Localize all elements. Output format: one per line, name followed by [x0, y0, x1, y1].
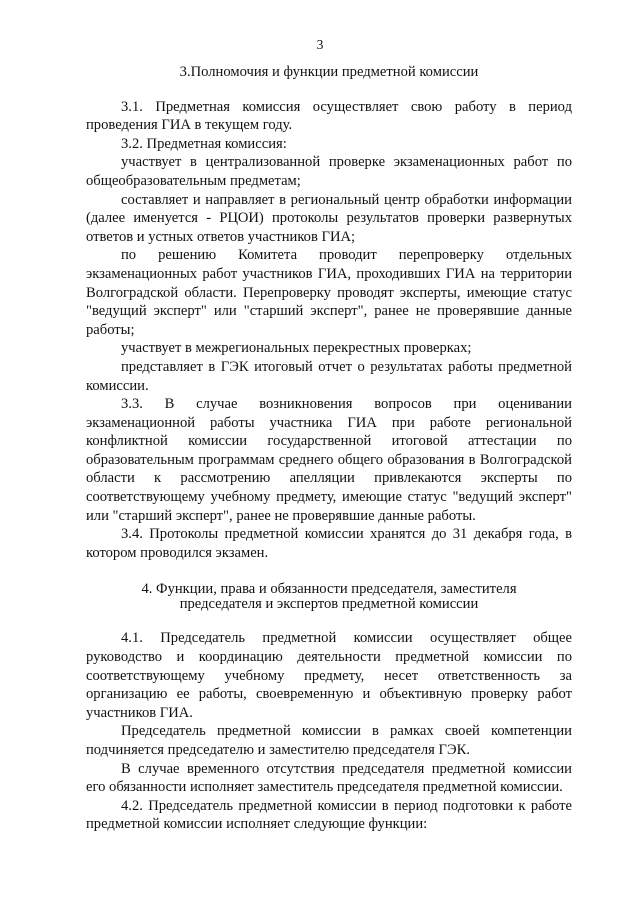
paragraph-3-2-item-2: составляет и направляет в региональный центр обработки информации (далее именуется - РЦОИ) протоколы результатов проверки развернутых ответов и устных ответов участников ГИА; [86, 191, 572, 245]
paragraph-3-4: 3.4. Протоколы предметной комиссии хранятся до 31 декабря года, в котором проводился экзамен. [86, 526, 572, 561]
section-4-heading-line-2: председателя и экспертов предметной комиссии [179, 596, 479, 613]
section-4-heading-line-1: 4. Функции, права и обязанности председателя, заместителя [141, 581, 517, 598]
section-4-heading [86, 582, 572, 612]
paragraph-4-1-b: Председатель предметной комиссии в рамках своей компетенции подчиняется председателю и заместителю председателя ГЭК. [86, 723, 572, 758]
paragraph-3-3: 3.3. В случае возникновения вопросов при оценивании экзаменационной работы участника ГИА при работе региональной конфликтной комиссии государственной итоговой аттестации по образовательным программам среднего общего образования в Волгоградской области к рассмотрению апелляции привлекаются эксперты по соответствующему учебному предмету, имеющие статус "ведущий эксперт" или "старший эксперт", ранее не проверявшие данные работы. [86, 396, 572, 524]
section-3-heading: 3.Полномочия и функции предметной комиссии [179, 64, 479, 80]
paragraph-3-2-item-3: по решению Комитета проводит перепроверку отдельных экзаменационных работ участников ГИА, проходивших ГИА на территории Волгоградской области. Перепроверку проводят эксперты, имеющие статус "ведущий эксперт" или "старший эксперт", ранее не проверявшие данные работы; [86, 247, 572, 338]
paragraph-3-2-item-5: представляет в ГЭК итоговый отчет о результатах работы предметной комиссии. [86, 358, 572, 394]
page-number: 3 [316, 37, 324, 52]
paragraph-4-2: 4.2. Председатель предметной комиссии в период подготовки к работе предметной комиссии исполняет следующие функции: [86, 797, 572, 833]
paragraph-4-1: 4.1. Председатель предметной комиссии осуществляет общее руководство и координацию деятельности предметной комиссии по соответствующему учебному предмету, несет ответственность за организацию ее работы, своевременную и объективную проверку работ участников ГИА. [86, 630, 572, 721]
paragraph-3-2: 3.2. Предметная комиссия: [121, 135, 287, 152]
paragraph-3-2-item-1: участвует в централизованной проверке экзаменационных работ по общеобразовательным предметам; [86, 154, 572, 189]
paragraph-3-1: 3.1. Предметная комиссия осуществляет свою работу в период проведения ГИА в текущем году. [86, 98, 572, 134]
document-body [86, 63, 572, 834]
paragraph-4-1-c: В случае временного отсутствия председателя предметной комиссии его обязанности исполняет заместитель председателя предметной комиссии. [86, 760, 572, 796]
paragraph-3-2-item-4: участвует в межрегиональных перекрестных проверках; [121, 340, 472, 357]
